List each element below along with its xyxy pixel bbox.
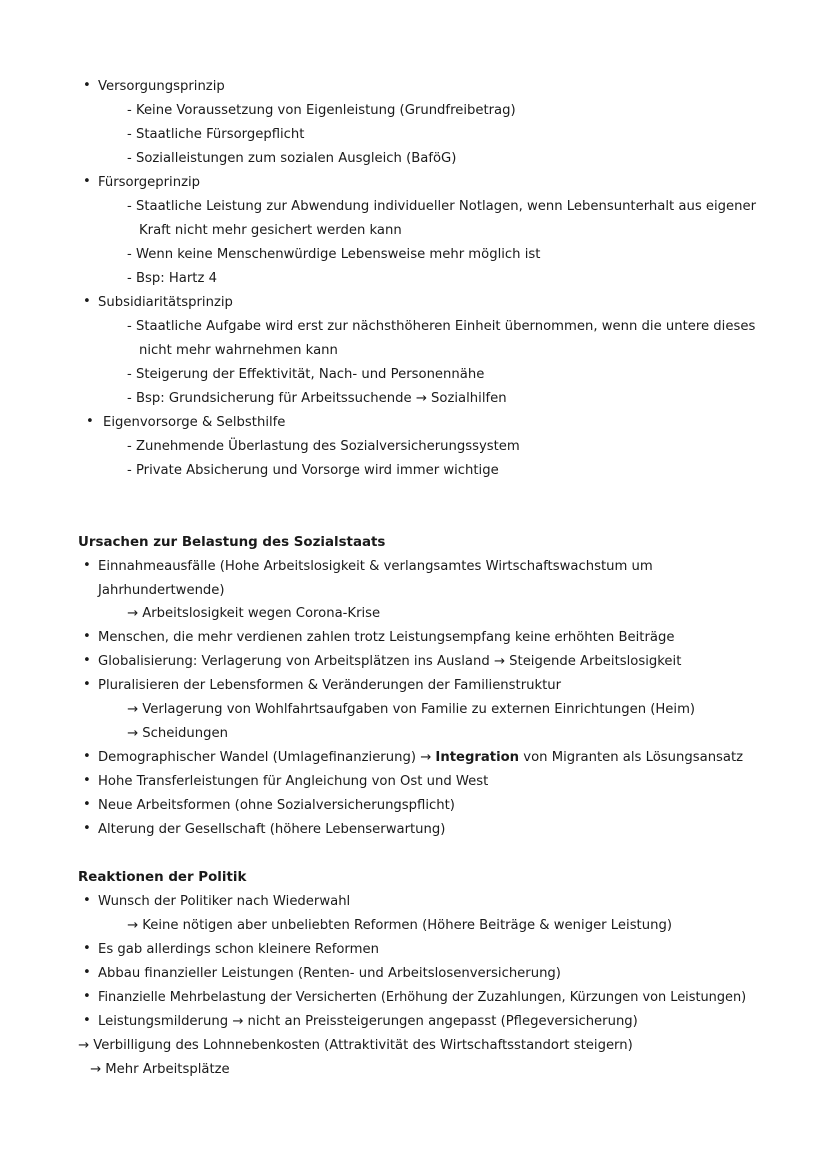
sub-item: - Wenn keine Menschenwürdige Lebensweise mehr möglich ist	[127, 247, 541, 262]
list-item: Leistungsmilderung → nicht an Preissteigerungen angepasst (Pflegeversicherung)	[98, 1014, 638, 1029]
bullet: •	[83, 893, 91, 908]
list-item: Finanzielle Mehrbelastung der Versicherten (Erhöhung der Zuzahlungen, Kürzungen von Leistungen)	[98, 990, 747, 1005]
list-item-continuation: Jahrhundertwende)	[98, 583, 225, 598]
list-item: Globalisierung: Verlagerung von Arbeitsplätzen ins Ausland → Steigende Arbeitslosigkeit	[98, 654, 682, 669]
list-item: Es gab allerdings schon kleinere Reformen	[98, 942, 379, 957]
demo-pre-text: Demographischer Wandel (Umlagefinanzierung) →	[98, 750, 436, 765]
sub-item: - Keine Voraussetzung von Eigenleistung (Grundfreibetrag)	[127, 103, 516, 118]
sub-item-continuation: nicht mehr wahrnehmen kann	[139, 343, 338, 358]
bullet: •	[83, 629, 91, 644]
list-item: Neue Arbeitsformen (ohne Sozialversicherungspflicht)	[98, 798, 455, 813]
bullet: •	[83, 821, 91, 836]
section-heading: Ursachen zur Belastung des Sozialstaats	[78, 535, 386, 550]
list-item: Alterung der Gesellschaft (höhere Lebenserwartung)	[98, 822, 446, 837]
list-item: Pluralisieren der Lebensformen & Veränderungen der Familienstruktur	[98, 678, 562, 693]
list-item-label: Eigenvorsorge & Selbsthilfe	[103, 415, 286, 430]
bullet: •	[83, 965, 91, 980]
demo-bold-text: Integration	[435, 750, 520, 765]
sub-item: - Private Absicherung und Vorsorge wird immer wichtige	[127, 463, 499, 478]
sub-item: - Staatliche Fürsorgepflicht	[127, 127, 305, 142]
sub-item: - Steigerung der Effektivität, Nach- und Personennähe	[127, 367, 485, 382]
list-item-demographic	[98, 749, 743, 766]
list-item-label: Versorgungsprinzip	[98, 79, 225, 94]
sub-item-continuation: Kraft nicht mehr gesichert werden kann	[139, 223, 402, 238]
list-item-label: Subsidiaritätsprinzip	[98, 295, 233, 310]
bullet: •	[83, 989, 91, 1004]
bullet: •	[83, 797, 91, 812]
arrow-item: → Keine nötigen aber unbeliebten Reformen (Höhere Beiträge & weniger Leistung)	[127, 918, 672, 933]
bullet: •	[83, 773, 91, 788]
arrow-item: → Verbilligung des Lohnnebenkosten (Attraktivität des Wirtschaftsstandort steigern)	[78, 1038, 633, 1053]
sub-item: - Bsp: Hartz 4	[127, 271, 217, 286]
arrow-item: → Verlagerung von Wohlfahrtsaufgaben von Familie zu externen Einrichtungen (Heim)	[127, 702, 696, 717]
section-heading: Reaktionen der Politik	[78, 870, 247, 885]
list-item: Menschen, die mehr verdienen zahlen trotz Leistungsempfang keine erhöhten Beiträge	[98, 630, 675, 645]
bullet: •	[83, 558, 91, 573]
bullet: •	[86, 414, 94, 429]
arrow-item: → Mehr Arbeitsplätze	[90, 1062, 230, 1077]
bullet: •	[83, 1013, 91, 1028]
demo-post-text: von Migranten als Lösungsansatz	[519, 750, 744, 765]
list-item-label: Fürsorgeprinzip	[98, 175, 201, 190]
bullet: •	[83, 941, 91, 956]
bullet: •	[83, 294, 91, 309]
bullet: •	[83, 749, 91, 764]
arrow-item: → Arbeitslosigkeit wegen Corona-Krise	[127, 606, 381, 621]
sub-item: - Sozialleistungen zum sozialen Ausgleich (BaföG)	[127, 151, 457, 166]
sub-item: - Zunehmende Überlastung des Sozialversicherungssystem	[127, 439, 520, 454]
bullet: •	[83, 78, 91, 93]
sub-item: - Staatliche Leistung zur Abwendung individueller Notlagen, wenn Lebensunterhalt aus eigener	[127, 199, 757, 214]
sub-item: - Bsp: Grundsicherung für Arbeitssuchende → Sozialhilfen	[127, 391, 507, 406]
list-item: Einnahmeausfälle (Hohe Arbeitslosigkeit & verlangsamtes Wirtschaftswachstum um	[98, 559, 653, 574]
list-item: Hohe Transferleistungen für Angleichung von Ost und West	[98, 774, 489, 789]
arrow-item: → Scheidungen	[127, 726, 228, 741]
bullet: •	[83, 677, 91, 692]
list-item: Wunsch der Politiker nach Wiederwahl	[98, 894, 351, 909]
sub-item: - Staatliche Aufgabe wird erst zur nächsthöheren Einheit übernommen, wenn die untere dieses	[127, 319, 756, 334]
list-item: Abbau finanzieller Leistungen (Renten- und Arbeitslosenversicherung)	[98, 966, 561, 981]
bullet: •	[83, 174, 91, 189]
bullet: •	[83, 653, 91, 668]
